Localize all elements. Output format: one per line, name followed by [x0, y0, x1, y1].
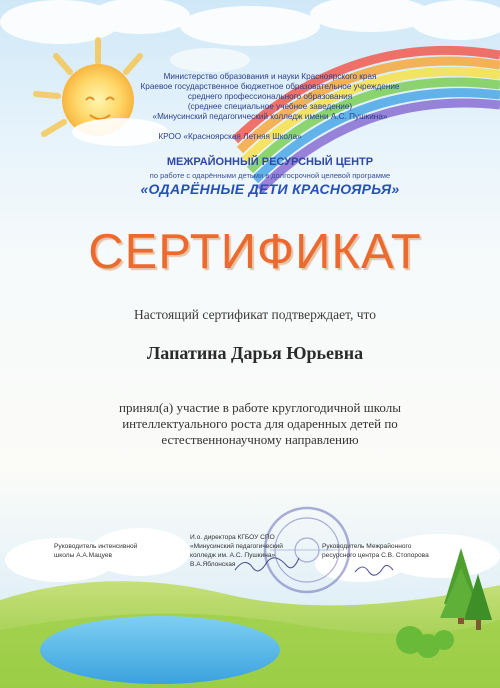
signature-block-right — [322, 542, 429, 560]
signature-line: «Минусинский педагогический — [190, 543, 283, 550]
signature-line: колледж им. А.С. Пушкина» — [190, 552, 276, 559]
center-title: МЕЖРАЙОННЫЙ РЕСУРСНЫЙ ЦЕНТР — [166, 156, 374, 168]
ministry-line: среднего профессионального образования — [187, 92, 353, 101]
pond-icon — [40, 616, 280, 684]
signature-line: школы А.А.Мацуев — [54, 552, 113, 559]
center-subtitle: по работе с одарёнными детьми в долгосрочной целевой программе — [149, 171, 391, 180]
body-line: естественнонаучному направлению — [161, 432, 359, 447]
confirmation-text: Настоящий сертификат подтверждает, что — [134, 307, 376, 322]
signature-line: Руководитель Межрайонного — [322, 543, 412, 550]
ministry-line: Министерство образования и науки Красноярского края — [163, 72, 377, 81]
signature-line: ресурсного центра С.В. Стопорова — [322, 552, 429, 559]
signature-block-left — [54, 542, 137, 560]
certificate-body — [110, 400, 410, 448]
signature-line: В.А.Яблонская — [190, 561, 236, 568]
signature-block-middle — [190, 533, 283, 569]
certificate-title: СЕРТИФИКАТ — [88, 225, 422, 279]
program-title: «ОДАРЁННЫЕ ДЕТИ КРАСНОЯРЬЯ» — [140, 181, 400, 197]
school-name: КРОО «Красноярская Летняя Школа» — [158, 132, 302, 141]
body-line: принял(а) участие в работе круглогодичной школы — [119, 400, 401, 415]
signature-line: И.о. директора КГБОУ СПО — [190, 534, 275, 541]
ministry-line: (среднее специальное учебное заведение) — [187, 102, 353, 111]
body-line: интеллектуального роста для одаренных детей по — [122, 416, 398, 431]
ministry-line: «Минусинский педагогический колледж имени А.С. Пушкина» — [152, 112, 388, 121]
ministry-header — [120, 72, 420, 122]
ministry-line: Краевое государственное бюджетное образовательное учреждение — [140, 82, 400, 91]
signature-line: Руководитель интенсивной — [54, 543, 138, 550]
recipient-name: Лапатина Дарья Юрьевна — [146, 343, 364, 363]
